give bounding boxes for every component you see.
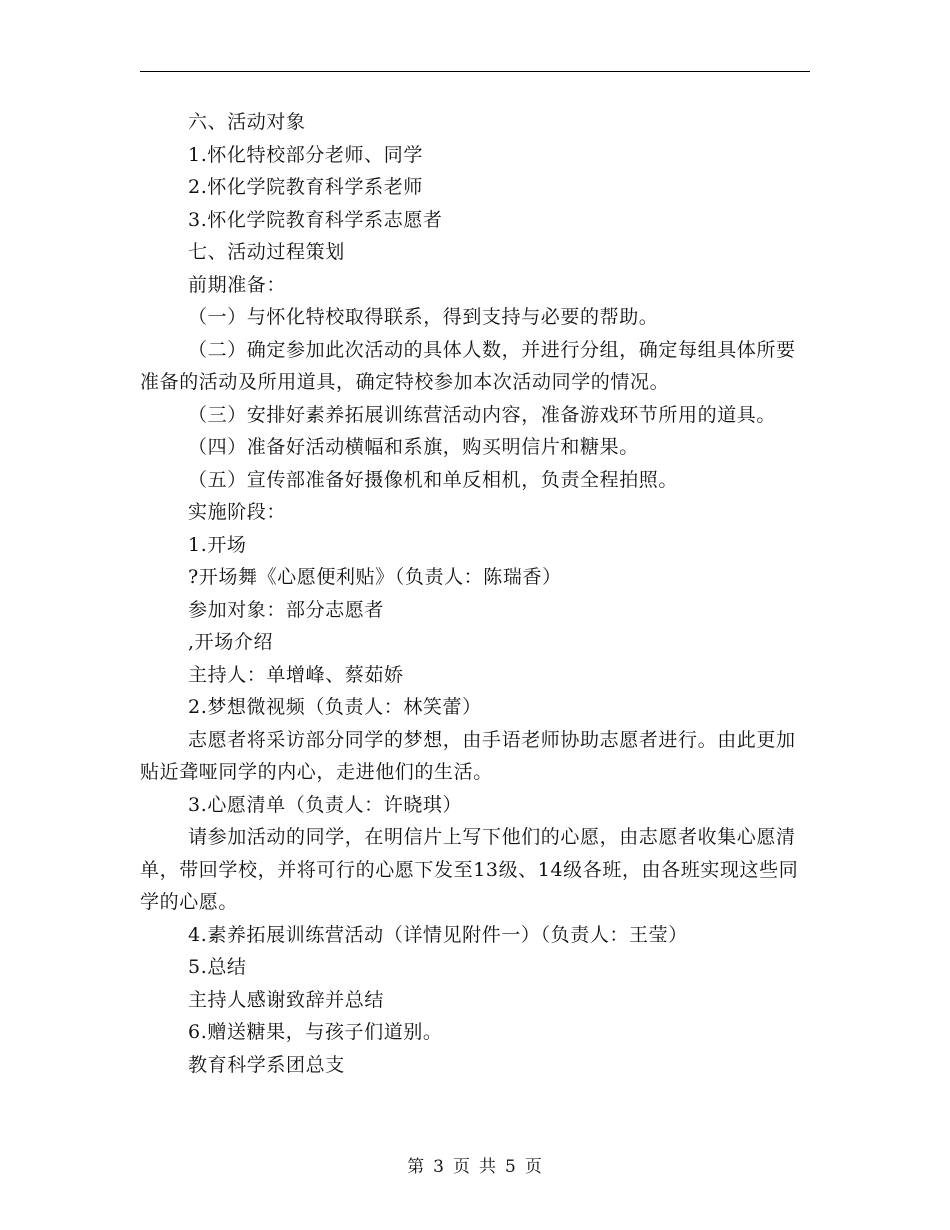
paragraph: 志愿者将采访部分同学的梦想，由手语老师协助志愿者进行。由此更加贴近聋哑同学的内心，走进他们的生活。 [140, 728, 796, 783]
paragraph: 请参加活动的同学，在明信片上写下他们的心愿，由志愿者收集心愿清单，带回学校，并将可行的心愿下发至13级、14级各班，由各班实现这些同学的心愿。 [140, 826, 799, 913]
paragraph: ,开场介绍 [188, 631, 274, 653]
paragraph: 主持人感谢致辞并总结 [188, 988, 385, 1011]
footer-label-page: 页 [453, 1157, 471, 1177]
list-item: 6.赠送糖果，与孩子们道别。 [188, 1021, 443, 1043]
paragraph: ?开场舞《心愿便利贴》（负责人：陈瑞香） [188, 566, 562, 588]
list-item: 1.开场 [188, 533, 247, 556]
paragraph: （一）与怀化特校取得联系，得到支持与必要的帮助。 [188, 306, 659, 328]
list-item: 1.怀化特校部分老师、同学 [188, 143, 423, 166]
paragraph: （三）安排好素养拓展训练营活动内容，准备游戏环节所用的道具。 [188, 403, 777, 426]
document-body [140, 106, 812, 1081]
list-item: 3.怀化学院教育科学系志愿者 [188, 208, 443, 231]
signature-line: 教育科学系团总支 [188, 1053, 345, 1076]
header-rule [140, 71, 810, 72]
paragraph: 主持人：单增峰、蔡茹娇 [188, 663, 404, 686]
paragraph: 参加对象：部分志愿者 [188, 598, 385, 621]
subheading-preparation: 前期准备： [188, 273, 287, 296]
list-item: 4.素养拓展训练营活动（详情见附件一）（负责人：王莹） [188, 923, 688, 946]
footer-label-prefix: 第 [407, 1157, 426, 1177]
list-item: 3.心愿清单（负责人：许晓琪） [188, 793, 463, 816]
total-pages-number: 5 [505, 1157, 517, 1177]
list-item: 2.梦想微视频（负责人：林笑蕾） [188, 696, 482, 718]
paragraph: （五）宣传部准备好摄像机和单反相机，负责全程拍照。 [188, 468, 679, 491]
footer-label-page-end: 页 [524, 1157, 543, 1177]
footer-label-total: 共 [479, 1157, 497, 1177]
subheading-implementation: 实施阶段： [188, 501, 287, 523]
current-page-number: 3 [433, 1157, 445, 1177]
section-heading-activity-targets: 六、活动对象 [188, 111, 306, 133]
paragraph: （四）准备好活动横幅和系旗，购买明信片和糖果。 [188, 436, 639, 458]
paragraph: （二）确定参加此次活动的具体人数，并进行分组，确定每组具体所要准备的活动及所用道具，确定特校参加本次活动同学的情况。 [140, 338, 796, 393]
list-item: 2.怀化学院教育科学系老师 [188, 176, 423, 198]
list-item: 5.总结 [188, 956, 247, 978]
section-heading-activity-plan: 七、活动过程策划 [188, 241, 345, 263]
page-footer [0, 1152, 950, 1177]
